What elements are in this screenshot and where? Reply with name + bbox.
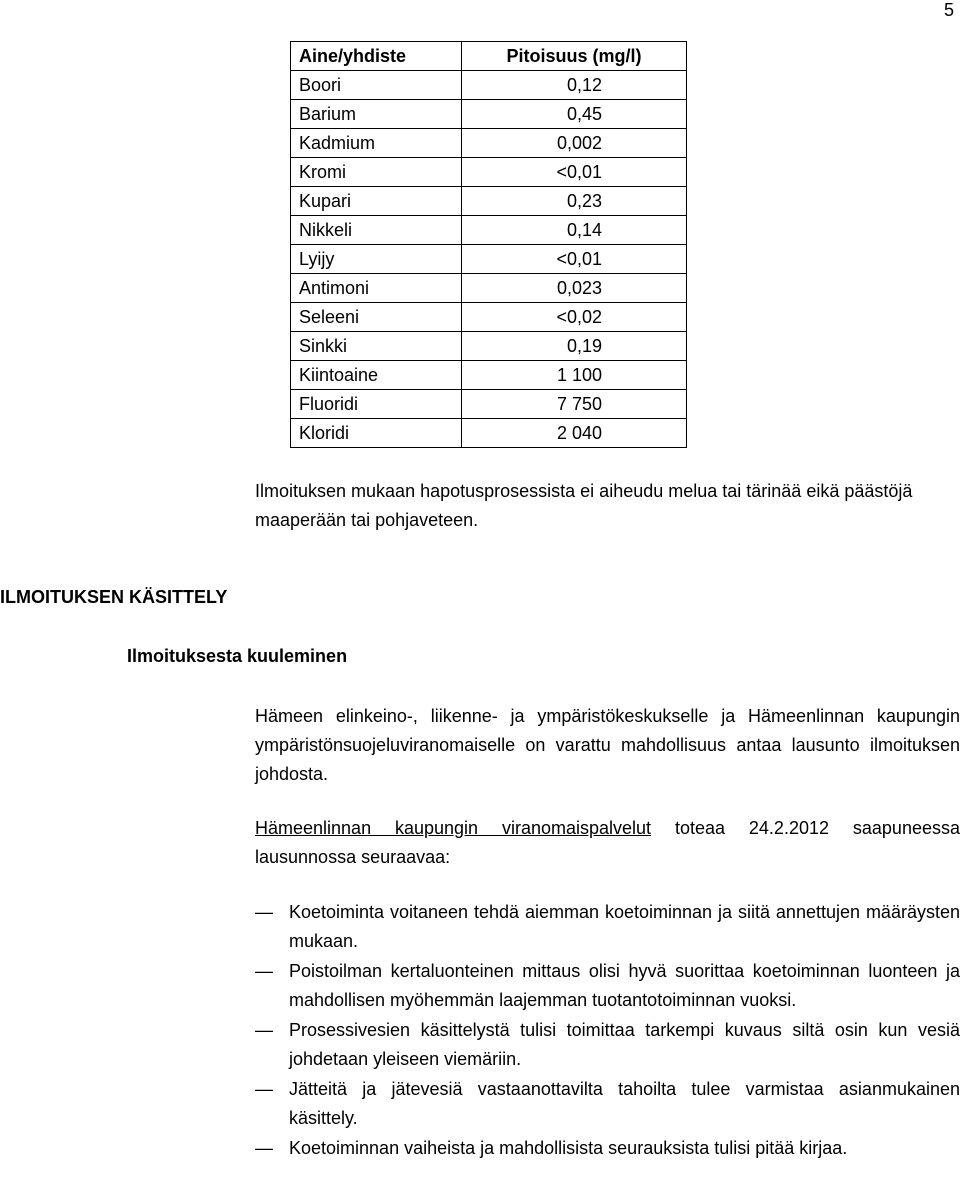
dash-bullet-icon: — <box>255 961 273 981</box>
substance-cell: Kromi <box>291 158 462 187</box>
table-row <box>291 187 687 216</box>
substance-cell: Antimoni <box>291 274 462 303</box>
table-row <box>291 100 687 129</box>
substance-cell: Nikkeli <box>291 216 462 245</box>
substance-cell: Boori <box>291 71 462 100</box>
table-row <box>291 361 687 390</box>
list-item <box>255 1134 960 1163</box>
subsection-heading: Ilmoituksesta kuuleminen <box>127 646 348 666</box>
concentration-table <box>290 41 687 448</box>
section-heading: ILMOITUKSEN KÄSITTELY <box>0 587 228 607</box>
paragraph-city-statement <box>255 814 960 872</box>
concentration-cell: 0,14 <box>462 216 687 245</box>
table-row <box>291 158 687 187</box>
substance-cell: Kloridi <box>291 419 462 448</box>
table-row <box>291 216 687 245</box>
list-item <box>255 898 960 956</box>
substance-cell: Kiintoaine <box>291 361 462 390</box>
list-item-text: Koetoiminta voitaneen tehdä aiemman koetoiminnan ja siitä annettujen määräysten mukaan. <box>289 902 960 951</box>
list-item-text: Prosessivesien käsittelystä tulisi toimittaa tarkempi kuvaus siltä osin kun vesiä johdetaan yleiseen viemäriin. <box>289 1020 960 1069</box>
concentration-cell: 0,023 <box>462 274 687 303</box>
concentration-cell: 0,002 <box>462 129 687 158</box>
substance-cell: Barium <box>291 100 462 129</box>
list-item <box>255 1016 960 1074</box>
concentration-cell: 1 100 <box>462 361 687 390</box>
list-item-text: Koetoiminnan vaiheista ja mahdollisista seurauksista tulisi pitää kirjaa. <box>289 1138 848 1158</box>
substance-cell: Lyijy <box>291 245 462 274</box>
substance-cell: Sinkki <box>291 332 462 361</box>
dash-bullet-icon: — <box>255 1079 273 1099</box>
list-item <box>255 1075 960 1133</box>
concentration-cell: <0,01 <box>462 158 687 187</box>
table-row <box>291 129 687 158</box>
concentration-cell: <0,01 <box>462 245 687 274</box>
table-header-row <box>291 42 687 71</box>
city-statement-text: toteaa 24.2.2012 saapuneessa lausunnossa seuraavaa: <box>255 818 960 867</box>
concentration-cell: 2 040 <box>462 419 687 448</box>
table-row <box>291 390 687 419</box>
concentration-cell: 0,45 <box>462 100 687 129</box>
substance-cell: Kupari <box>291 187 462 216</box>
table-row <box>291 332 687 361</box>
statement-bullet-list <box>255 898 960 1164</box>
concentration-cell: <0,02 <box>462 303 687 332</box>
page-number: 5 <box>943 0 954 20</box>
table-row <box>291 71 687 100</box>
list-item <box>255 957 960 1015</box>
dash-bullet-icon: — <box>255 1138 273 1158</box>
concentration-cell: 0,12 <box>462 71 687 100</box>
table-row <box>291 303 687 332</box>
concentration-cell: 7 750 <box>462 390 687 419</box>
dash-bullet-icon: — <box>255 1020 273 1040</box>
table-header-concentration: Pitoisuus (mg/l) <box>462 42 687 71</box>
table-row <box>291 245 687 274</box>
table-header-substance: Aine/yhdiste <box>291 42 462 71</box>
table-row <box>291 274 687 303</box>
table-row <box>291 419 687 448</box>
dash-bullet-icon: — <box>255 902 273 922</box>
city-services-name: Hämeenlinnan kaupungin viranomaispalvelut <box>255 818 652 838</box>
list-item-text: Poistoilman kertaluonteinen mittaus olisi hyvä suorittaa koetoiminnan luonteen ja mahdollisen myöhemmän laajemman tuotantotoiminnan vuoksi. <box>289 961 960 1010</box>
substance-cell: Fluoridi <box>291 390 462 419</box>
concentration-cell: 0,23 <box>462 187 687 216</box>
substance-cell: Seleeni <box>291 303 462 332</box>
intro-paragraph: Ilmoituksen mukaan hapotusprosessista ei aiheudu melua tai tärinää eikä päästöjä maaperään tai pohjaveteen. <box>255 481 913 530</box>
substance-cell: Kadmium <box>291 129 462 158</box>
concentration-cell: 0,19 <box>462 332 687 361</box>
list-item-text: Jätteitä ja jätevesiä vastaanottavilta tahoilta tulee varmistaa asianmukainen käsittely. <box>289 1079 960 1128</box>
paragraph-statement-opportunity: Hämeen elinkeino-, liikenne- ja ympäristökeskukselle ja Hämeenlinnan kaupungin ympäristönsuojeluviranomaiselle on varattu mahdollisuus antaa lausunto ilmoituksen johdosta. <box>255 706 960 784</box>
